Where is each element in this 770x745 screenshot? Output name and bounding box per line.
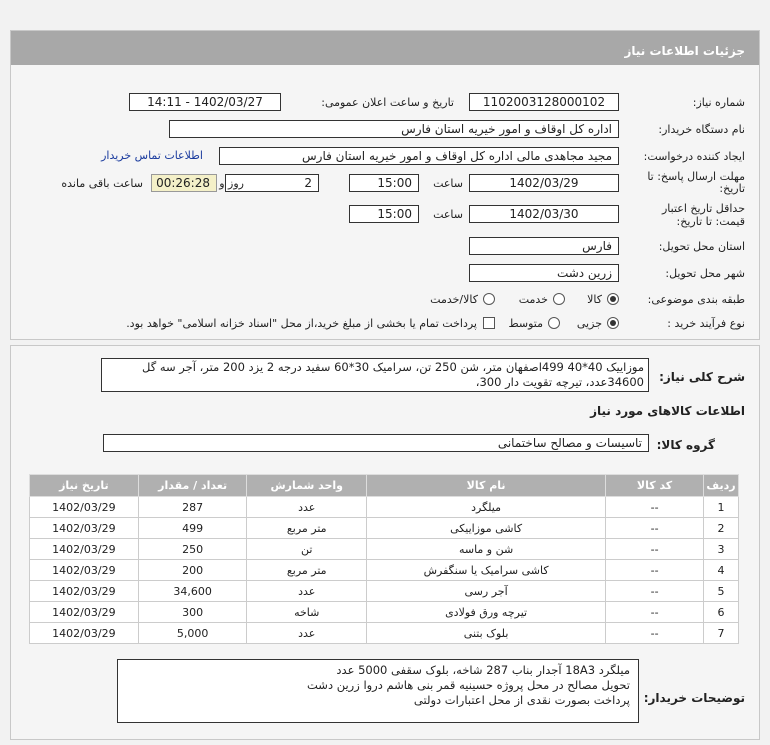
col-item-code: کد کالا xyxy=(606,475,704,497)
unit-cell: عدد xyxy=(247,497,367,518)
item-code-cell: -- xyxy=(606,602,704,623)
item-name-cell: شن و ماسه xyxy=(367,539,606,560)
quantity-cell: 287 xyxy=(138,497,247,518)
goods-group-label: گروه کالا: xyxy=(656,438,715,452)
need-date-cell: 1402/03/29 xyxy=(30,539,139,560)
col-unit: واحد شمارش xyxy=(247,475,367,497)
summary-label: شرح کلی نیاز: xyxy=(659,370,745,384)
remaining-time-field: 00:26:28 xyxy=(151,174,217,192)
unit-cell: عدد xyxy=(247,581,367,602)
buyer-notes-box xyxy=(117,659,639,723)
process-medium-label: متوسط xyxy=(508,317,543,330)
item-name-cell: کاشی سرامیک یا سنگفرش xyxy=(367,560,606,581)
row-number-cell: 7 xyxy=(703,623,738,644)
validity-label-1: حداقل تاریخ اعتبار xyxy=(661,202,745,215)
category-service-label: خدمت xyxy=(518,293,548,306)
item-code-cell: -- xyxy=(606,623,704,644)
validity-time-field: 15:00 xyxy=(349,205,419,223)
buyer-notes-line-2: تحویل مصالح در محل پروژه حسینیه قمر بنی هاشم دروا زرین دشت xyxy=(307,678,630,692)
table-row xyxy=(30,581,739,602)
item-code-cell: -- xyxy=(606,581,704,602)
process-medium-radio[interactable] xyxy=(548,317,560,329)
item-code-cell: -- xyxy=(606,539,704,560)
category-goods-service-label: کالا/خدمت xyxy=(430,293,478,306)
quantity-cell: 250 xyxy=(138,539,247,560)
item-name-cell: بلوک بتنی xyxy=(367,623,606,644)
category-goods-label: کالا xyxy=(587,293,602,306)
buyer-org-label: نام دستگاه خریدار: xyxy=(658,123,745,136)
category-goods-radio[interactable] xyxy=(607,293,619,305)
requester-field: مجید مجاهدی مالی اداره کل اوقاف و امور خیریه استان فارس xyxy=(219,147,619,165)
unit-cell: شاخه xyxy=(247,602,367,623)
need-date-cell: 1402/03/29 xyxy=(30,623,139,644)
days-label: روز و xyxy=(219,177,244,190)
goods-group-field: تاسیسات و مصالح ساختمانی xyxy=(103,434,649,452)
quantity-cell: 200 xyxy=(138,560,247,581)
row-number-cell: 6 xyxy=(703,602,738,623)
city-field: زرین دشت xyxy=(469,264,619,282)
buyer-notes-label: توضیحات خریدار: xyxy=(643,691,745,705)
deadline-label-1: مهلت ارسال پاسخ: تا xyxy=(647,170,745,183)
goods-section-title: اطلاعات کالاهای مورد نیاز xyxy=(590,404,745,418)
item-code-cell: -- xyxy=(606,497,704,518)
need-date-cell: 1402/03/29 xyxy=(30,560,139,581)
need-date-cell: 1402/03/29 xyxy=(30,602,139,623)
announce-label: تاریخ و ساعت اعلان عمومی: xyxy=(321,96,454,109)
need-date-cell: 1402/03/29 xyxy=(30,581,139,602)
item-name-cell: تیرچه ورق فولادی xyxy=(367,602,606,623)
quantity-cell: 5,000 xyxy=(138,623,247,644)
buyer-org-field: اداره کل اوقاف و امور خیریه استان فارس xyxy=(169,120,619,138)
announce-field: 1402/03/27 - 14:11 xyxy=(129,93,281,111)
validity-label-2: قیمت: تا تاریخ: xyxy=(676,215,745,228)
table-row xyxy=(30,560,739,581)
process-partial-radio[interactable] xyxy=(607,317,619,329)
row-number-cell: 5 xyxy=(703,581,738,602)
need-number-field: 1102003128000102 xyxy=(469,93,619,111)
buyer-notes-line-1: میلگرد 18A3 آجدار بناب 287 شاخه، بلوک سقفی 5000 عدد xyxy=(336,663,630,677)
item-name-cell: میلگرد xyxy=(367,497,606,518)
summary-text: موزاییک 40*40 499اصفهان متر، شن 250 تن، سرامیک 30*60 سفید درجه 2 یزد 200 متر، آجر سه گل 34600عدد، تیرچه تقویت دار 300، xyxy=(101,358,649,392)
days-field: 2 xyxy=(225,174,319,192)
col-item-name: نام کالا xyxy=(367,475,606,497)
table-row xyxy=(30,497,739,518)
col-quantity: تعداد / مقدار xyxy=(138,475,247,497)
validity-time-label: ساعت xyxy=(433,208,463,221)
table-row xyxy=(30,539,739,560)
quantity-cell: 34,600 xyxy=(138,581,247,602)
treasury-payment-note: پرداخت تمام یا بخشی از مبلغ خرید،از محل "اسناد خزانه اسلامی" خواهد بود. xyxy=(126,317,477,330)
table-row xyxy=(30,602,739,623)
item-name-cell: کاشی موزاییکی xyxy=(367,518,606,539)
col-need-date: تاریخ نیاز xyxy=(30,475,139,497)
unit-cell: متر مربع xyxy=(247,518,367,539)
need-date-cell: 1402/03/29 xyxy=(30,518,139,539)
goods-table-header xyxy=(30,475,739,497)
row-number-cell: 1 xyxy=(703,497,738,518)
category-goods-service-radio[interactable] xyxy=(483,293,495,305)
item-code-cell: -- xyxy=(606,518,704,539)
panel-header: جزئیات اطلاعات نیاز xyxy=(11,31,759,65)
deadline-time-label: ساعت xyxy=(433,177,463,190)
item-code-cell: -- xyxy=(606,560,704,581)
need-number-label: شماره نیاز: xyxy=(692,96,745,109)
row-number-cell: 4 xyxy=(703,560,738,581)
requester-label: ایجاد کننده درخواست: xyxy=(643,150,745,163)
quantity-cell: 499 xyxy=(138,518,247,539)
province-field: فارس xyxy=(469,237,619,255)
process-label: نوع فرآیند خرید : xyxy=(667,317,745,330)
need-details-panel xyxy=(10,30,760,340)
col-row-number: ردیف xyxy=(703,475,738,497)
unit-cell: تن xyxy=(247,539,367,560)
item-name-cell: آجر رسی xyxy=(367,581,606,602)
unit-cell: عدد xyxy=(247,623,367,644)
treasury-payment-checkbox[interactable] xyxy=(483,317,495,329)
need-date-cell: 1402/03/29 xyxy=(30,497,139,518)
row-number-cell: 3 xyxy=(703,539,738,560)
city-label: شهر محل تحویل: xyxy=(665,267,745,280)
buyer-notes-line-3: پرداخت بصورت نقدی از محل اعتبارات دولتی xyxy=(413,693,630,707)
quantity-cell: 300 xyxy=(138,602,247,623)
validity-date-field: 1402/03/30 xyxy=(469,205,619,223)
process-partial-label: جزیی xyxy=(576,317,602,330)
remaining-label: ساعت باقی مانده xyxy=(61,177,143,190)
table-row xyxy=(30,518,739,539)
category-label: طبقه بندی موضوعی: xyxy=(647,293,745,306)
deadline-label-2: تاریخ: xyxy=(719,182,745,195)
goods-table xyxy=(29,474,739,644)
province-label: استان محل تحویل: xyxy=(658,240,745,253)
need-items-panel xyxy=(10,345,760,740)
unit-cell: متر مربع xyxy=(247,560,367,581)
table-row xyxy=(30,623,739,644)
buyer-contact-link[interactable]: اطلاعات تماس خریدار xyxy=(101,149,203,162)
deadline-date-field: 1402/03/29 xyxy=(469,174,619,192)
deadline-time-field: 15:00 xyxy=(349,174,419,192)
row-number-cell: 2 xyxy=(703,518,738,539)
category-service-radio[interactable] xyxy=(553,293,565,305)
